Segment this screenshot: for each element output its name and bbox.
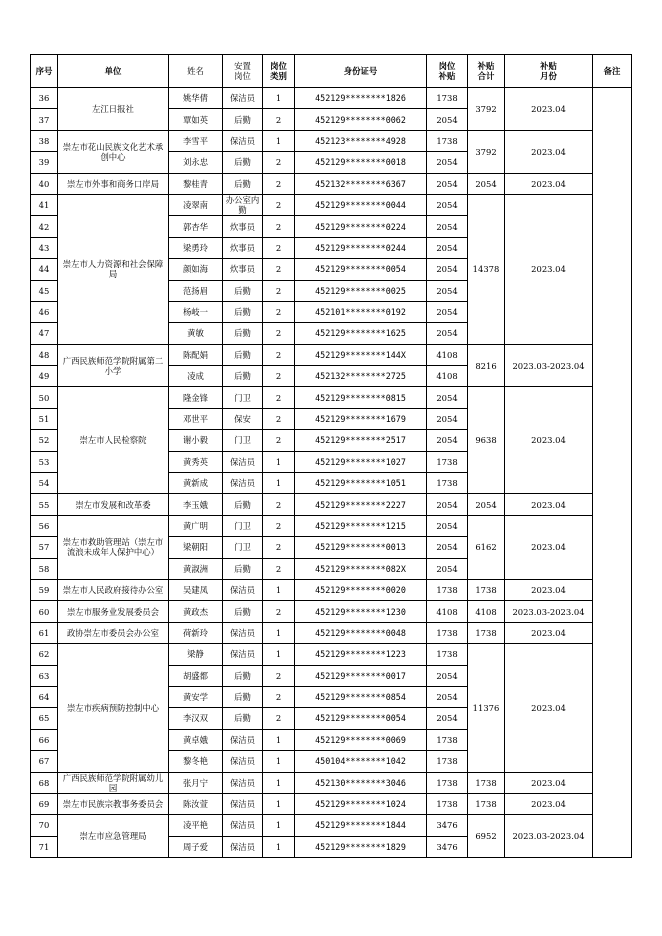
table-row (31, 644, 632, 665)
total-cell: 9638 (468, 387, 505, 494)
header-total: 补贴 合计 (468, 55, 505, 88)
post-cell: 后勤 (223, 686, 263, 707)
row-number: 47 (31, 323, 58, 344)
subsidy-cell: 2054 (427, 430, 468, 451)
category-cell: 2 (263, 601, 295, 622)
post-cell: 后勤 (223, 280, 263, 301)
total-cell: 3792 (468, 88, 505, 131)
unit-cell: 崇左市民族宗教事务委员会 (58, 793, 169, 814)
unit-cell: 崇左市服务业发展委员会 (58, 601, 169, 622)
id-number-cell: 452129********1829 (295, 836, 427, 857)
subsidy-cell: 1738 (427, 751, 468, 772)
post-cell: 保洁员 (223, 451, 263, 472)
name-cell: 陈配娟 (169, 344, 223, 365)
category-cell: 2 (263, 109, 295, 130)
id-number-cell: 452129********0044 (295, 194, 427, 215)
name-cell: 颜如海 (169, 259, 223, 280)
table-row (31, 815, 632, 836)
post-cell: 保洁员 (223, 579, 263, 600)
id-number-cell: 452129********2227 (295, 494, 427, 515)
name-cell: 谢小毅 (169, 430, 223, 451)
id-number-cell: 452123********4928 (295, 130, 427, 151)
total-cell: 1738 (468, 579, 505, 600)
table-row (31, 173, 632, 194)
row-number: 55 (31, 494, 58, 515)
category-cell: 1 (263, 772, 295, 793)
row-number: 46 (31, 301, 58, 322)
post-cell: 办公室内勤 (223, 194, 263, 215)
name-cell: 郭杏华 (169, 216, 223, 237)
name-cell: 覃如英 (169, 109, 223, 130)
subsidy-cell: 2054 (427, 152, 468, 173)
id-number-cell: 452132********2725 (295, 366, 427, 387)
post-cell: 保安 (223, 408, 263, 429)
subsidy-table (30, 54, 632, 858)
category-cell: 1 (263, 473, 295, 494)
row-number: 61 (31, 622, 58, 643)
category-cell: 2 (263, 173, 295, 194)
name-cell: 黄秀英 (169, 451, 223, 472)
unit-cell: 广西民族师范学院附属幼儿园 (58, 772, 169, 793)
subsidy-cell: 2054 (427, 387, 468, 408)
unit-cell: 崇左市人民检察院 (58, 387, 169, 494)
post-cell: 保洁员 (223, 751, 263, 772)
total-cell: 1738 (468, 622, 505, 643)
months-cell: 2023.04 (505, 194, 593, 344)
id-number-cell: 452129********082X (295, 558, 427, 579)
table-row (31, 622, 632, 643)
unit-cell: 政协崇左市委员会办公室 (58, 622, 169, 643)
row-number: 68 (31, 772, 58, 793)
total-cell: 1738 (468, 793, 505, 814)
unit-cell: 崇左市应急管理局 (58, 815, 169, 858)
post-cell: 保洁员 (223, 729, 263, 750)
subsidy-cell: 4108 (427, 366, 468, 387)
header-months: 补贴 月份 (505, 55, 593, 88)
name-cell: 李雪平 (169, 130, 223, 151)
category-cell: 1 (263, 579, 295, 600)
subsidy-cell: 1738 (427, 644, 468, 665)
id-number-cell: 452129********1223 (295, 644, 427, 665)
id-number-cell: 452129********1844 (295, 815, 427, 836)
post-cell: 炊事员 (223, 216, 263, 237)
post-cell: 后勤 (223, 708, 263, 729)
name-cell: 李汉双 (169, 708, 223, 729)
total-cell: 2054 (468, 173, 505, 194)
subsidy-cell: 2054 (427, 515, 468, 536)
id-number-cell: 452129********0054 (295, 708, 427, 729)
id-number-cell: 452129********1826 (295, 88, 427, 109)
subsidy-cell: 2054 (427, 665, 468, 686)
header-subsidy: 岗位 补贴 (427, 55, 468, 88)
unit-cell: 左江日报社 (58, 88, 169, 131)
total-cell: 14378 (468, 194, 505, 344)
total-cell: 1738 (468, 772, 505, 793)
category-cell: 2 (263, 665, 295, 686)
post-cell: 保洁员 (223, 793, 263, 814)
category-cell: 2 (263, 216, 295, 237)
subsidy-cell: 1738 (427, 579, 468, 600)
post-cell: 后勤 (223, 344, 263, 365)
subsidy-cell: 3476 (427, 815, 468, 836)
id-number-cell: 452129********1625 (295, 323, 427, 344)
months-cell: 2023.04 (505, 515, 593, 579)
subsidy-cell: 2054 (427, 686, 468, 707)
subsidy-cell: 1738 (427, 88, 468, 109)
post-cell: 保洁员 (223, 88, 263, 109)
category-cell: 2 (263, 537, 295, 558)
name-cell: 黄敏 (169, 323, 223, 344)
post-cell: 后勤 (223, 323, 263, 344)
name-cell: 刘永忠 (169, 152, 223, 173)
unit-cell: 崇左市救助管理站（崇左市流浪未成年人保护中心） (58, 515, 169, 579)
id-number-cell: 452129********0062 (295, 109, 427, 130)
category-cell: 2 (263, 558, 295, 579)
row-number: 56 (31, 515, 58, 536)
name-cell: 黄卓娥 (169, 729, 223, 750)
months-cell: 2023.04 (505, 130, 593, 173)
post-cell: 后勤 (223, 558, 263, 579)
total-cell: 3792 (468, 130, 505, 173)
header-category: 岗位 类别 (263, 55, 295, 88)
id-number-cell: 452129********0048 (295, 622, 427, 643)
name-cell: 李玉娥 (169, 494, 223, 515)
id-number-cell: 452129********1027 (295, 451, 427, 472)
id-number-cell: 452129********0069 (295, 729, 427, 750)
row-number: 71 (31, 836, 58, 857)
name-cell: 胡盛都 (169, 665, 223, 686)
id-number-cell: 452130********3046 (295, 772, 427, 793)
row-number: 57 (31, 537, 58, 558)
header-remark: 备注 (593, 55, 632, 88)
total-cell: 6952 (468, 815, 505, 858)
unit-cell: 崇左市人民政府接待办公室 (58, 579, 169, 600)
id-number-cell: 452129********0815 (295, 387, 427, 408)
header-no: 序号 (31, 55, 58, 88)
row-number: 39 (31, 152, 58, 173)
row-number: 45 (31, 280, 58, 301)
name-cell: 黄淑洲 (169, 558, 223, 579)
total-cell: 6162 (468, 515, 505, 579)
subsidy-cell: 2054 (427, 408, 468, 429)
id-number-cell: 452129********0244 (295, 237, 427, 258)
table-row (31, 772, 632, 793)
table-row (31, 579, 632, 600)
name-cell: 黄安学 (169, 686, 223, 707)
name-cell: 黄广明 (169, 515, 223, 536)
id-number-cell: 452129********144X (295, 344, 427, 365)
total-cell: 11376 (468, 644, 505, 772)
name-cell: 梁朝阳 (169, 537, 223, 558)
post-cell: 门卫 (223, 430, 263, 451)
id-number-cell: 452132********6367 (295, 173, 427, 194)
name-cell: 隆金锋 (169, 387, 223, 408)
subsidy-cell: 2054 (427, 537, 468, 558)
id-number-cell: 452129********1230 (295, 601, 427, 622)
post-cell: 炊事员 (223, 237, 263, 258)
category-cell: 1 (263, 622, 295, 643)
subsidy-cell: 2054 (427, 259, 468, 280)
row-number: 64 (31, 686, 58, 707)
name-cell: 凌平艳 (169, 815, 223, 836)
table-row (31, 515, 632, 536)
category-cell: 2 (263, 280, 295, 301)
category-cell: 2 (263, 515, 295, 536)
months-cell: 2023.04 (505, 622, 593, 643)
category-cell: 1 (263, 751, 295, 772)
category-cell: 2 (263, 323, 295, 344)
row-number: 41 (31, 194, 58, 215)
name-cell: 姚华倩 (169, 88, 223, 109)
subsidy-cell: 1738 (427, 451, 468, 472)
name-cell: 黎冬艳 (169, 751, 223, 772)
row-number: 62 (31, 644, 58, 665)
row-number: 48 (31, 344, 58, 365)
category-cell: 1 (263, 729, 295, 750)
category-cell: 2 (263, 430, 295, 451)
post-cell: 后勤 (223, 109, 263, 130)
category-cell: 2 (263, 494, 295, 515)
post-cell: 后勤 (223, 601, 263, 622)
category-cell: 2 (263, 387, 295, 408)
category-cell: 2 (263, 301, 295, 322)
post-cell: 后勤 (223, 152, 263, 173)
months-cell: 2023.03-2023.04 (505, 815, 593, 858)
category-cell: 2 (263, 259, 295, 280)
name-cell: 凌翠南 (169, 194, 223, 215)
row-number: 36 (31, 88, 58, 109)
id-number-cell: 452129********0018 (295, 152, 427, 173)
months-cell: 2023.03-2023.04 (505, 344, 593, 387)
header-name: 姓名 (169, 55, 223, 88)
post-cell: 门卫 (223, 387, 263, 408)
name-cell: 吴建凤 (169, 579, 223, 600)
subsidy-cell: 1738 (427, 772, 468, 793)
row-number: 38 (31, 130, 58, 151)
post-cell: 后勤 (223, 173, 263, 194)
row-number: 52 (31, 430, 58, 451)
subsidy-cell: 2054 (427, 280, 468, 301)
row-number: 42 (31, 216, 58, 237)
category-cell: 2 (263, 152, 295, 173)
row-number: 67 (31, 751, 58, 772)
id-number-cell: 452129********1215 (295, 515, 427, 536)
table-row (31, 344, 632, 365)
months-cell: 2023.04 (505, 387, 593, 494)
table-row (31, 387, 632, 408)
header-unit: 单位 (58, 55, 169, 88)
table-row (31, 793, 632, 814)
name-cell: 黄新成 (169, 473, 223, 494)
row-number: 40 (31, 173, 58, 194)
category-cell: 1 (263, 130, 295, 151)
id-number-cell: 452129********0854 (295, 686, 427, 707)
name-cell: 荷新玲 (169, 622, 223, 643)
post-cell: 后勤 (223, 494, 263, 515)
header-post: 安置 岗位 (223, 55, 263, 88)
name-cell: 黎桂青 (169, 173, 223, 194)
subsidy-cell: 2054 (427, 301, 468, 322)
subsidy-cell: 4108 (427, 344, 468, 365)
row-number: 49 (31, 366, 58, 387)
category-cell: 1 (263, 88, 295, 109)
table-row (31, 601, 632, 622)
id-number-cell: 452129********0054 (295, 259, 427, 280)
category-cell: 2 (263, 237, 295, 258)
row-number: 53 (31, 451, 58, 472)
table-row (31, 494, 632, 515)
post-cell: 门卫 (223, 537, 263, 558)
table-row (31, 194, 632, 215)
subsidy-cell: 1738 (427, 622, 468, 643)
subsidy-cell: 2054 (427, 323, 468, 344)
unit-cell: 广西民族师范学院附属第二小学 (58, 344, 169, 387)
unit-cell: 崇左市花山民族文化艺术承创中心 (58, 130, 169, 173)
subsidy-cell: 2054 (427, 237, 468, 258)
name-cell: 张月宁 (169, 772, 223, 793)
category-cell: 2 (263, 344, 295, 365)
subsidy-cell: 2054 (427, 194, 468, 215)
post-cell: 炊事员 (223, 259, 263, 280)
row-number: 43 (31, 237, 58, 258)
subsidy-cell: 2054 (427, 494, 468, 515)
id-number-cell: 452101********0192 (295, 301, 427, 322)
months-cell: 2023.04 (505, 772, 593, 793)
subsidy-cell: 1738 (427, 729, 468, 750)
subsidy-cell: 3476 (427, 836, 468, 857)
total-cell: 8216 (468, 344, 505, 387)
name-cell: 范扬眉 (169, 280, 223, 301)
id-number-cell: 452129********2517 (295, 430, 427, 451)
subsidy-cell: 4108 (427, 601, 468, 622)
subsidy-cell: 2054 (427, 558, 468, 579)
remark-cell (593, 88, 632, 858)
category-cell: 2 (263, 366, 295, 387)
subsidy-cell: 1738 (427, 130, 468, 151)
row-number: 54 (31, 473, 58, 494)
id-number-cell: 452129********1051 (295, 473, 427, 494)
name-cell: 周子爱 (169, 836, 223, 857)
name-cell: 邓世平 (169, 408, 223, 429)
category-cell: 2 (263, 708, 295, 729)
months-cell: 2023.04 (505, 88, 593, 131)
post-cell: 后勤 (223, 301, 263, 322)
post-cell: 保洁员 (223, 622, 263, 643)
months-cell: 2023.04 (505, 579, 593, 600)
row-number: 58 (31, 558, 58, 579)
months-cell: 2023.04 (505, 644, 593, 772)
id-number-cell: 450104********1042 (295, 751, 427, 772)
id-number-cell: 452129********0017 (295, 665, 427, 686)
months-cell: 2023.04 (505, 173, 593, 194)
name-cell: 梁静 (169, 644, 223, 665)
category-cell: 1 (263, 836, 295, 857)
id-number-cell: 452129********0013 (295, 537, 427, 558)
post-cell: 保洁员 (223, 815, 263, 836)
post-cell: 门卫 (223, 515, 263, 536)
row-number: 60 (31, 601, 58, 622)
name-cell: 凌成 (169, 366, 223, 387)
post-cell: 后勤 (223, 366, 263, 387)
months-cell: 2023.04 (505, 793, 593, 814)
unit-cell: 崇左市人力资源和社会保障局 (58, 194, 169, 344)
total-cell: 2054 (468, 494, 505, 515)
total-cell: 4108 (468, 601, 505, 622)
row-number: 66 (31, 729, 58, 750)
table-row (31, 88, 632, 109)
unit-cell: 崇左市外事和商务口岸局 (58, 173, 169, 194)
header-row (31, 55, 632, 88)
row-number: 59 (31, 579, 58, 600)
row-number: 37 (31, 109, 58, 130)
post-cell: 后勤 (223, 665, 263, 686)
category-cell: 1 (263, 451, 295, 472)
row-number: 65 (31, 708, 58, 729)
subsidy-cell: 2054 (427, 216, 468, 237)
name-cell: 陈汝萱 (169, 793, 223, 814)
subsidy-cell: 1738 (427, 473, 468, 494)
subsidy-cell: 2054 (427, 708, 468, 729)
months-cell: 2023.03-2023.04 (505, 601, 593, 622)
id-number-cell: 452129********1024 (295, 793, 427, 814)
id-number-cell: 452129********0224 (295, 216, 427, 237)
post-cell: 保洁员 (223, 772, 263, 793)
row-number: 50 (31, 387, 58, 408)
category-cell: 1 (263, 793, 295, 814)
name-cell: 黄政杰 (169, 601, 223, 622)
name-cell: 梁勇玲 (169, 237, 223, 258)
row-number: 44 (31, 259, 58, 280)
name-cell: 杨岐一 (169, 301, 223, 322)
post-cell: 保洁员 (223, 836, 263, 857)
id-number-cell: 452129********0025 (295, 280, 427, 301)
row-number: 69 (31, 793, 58, 814)
row-number: 51 (31, 408, 58, 429)
id-number-cell: 452129********0020 (295, 579, 427, 600)
table-row (31, 130, 632, 151)
subsidy-cell: 1738 (427, 793, 468, 814)
subsidy-cell: 2054 (427, 173, 468, 194)
unit-cell: 崇左市疾病预防控制中心 (58, 644, 169, 772)
months-cell: 2023.04 (505, 494, 593, 515)
category-cell: 1 (263, 644, 295, 665)
category-cell: 2 (263, 194, 295, 215)
category-cell: 1 (263, 815, 295, 836)
id-number-cell: 452129********1679 (295, 408, 427, 429)
post-cell: 保洁员 (223, 130, 263, 151)
header-id: 身份证号 (295, 55, 427, 88)
unit-cell: 崇左市发展和改革委 (58, 494, 169, 515)
row-number: 70 (31, 815, 58, 836)
post-cell: 保洁员 (223, 473, 263, 494)
subsidy-cell: 2054 (427, 109, 468, 130)
row-number: 63 (31, 665, 58, 686)
post-cell: 保洁员 (223, 644, 263, 665)
category-cell: 2 (263, 408, 295, 429)
category-cell: 2 (263, 686, 295, 707)
